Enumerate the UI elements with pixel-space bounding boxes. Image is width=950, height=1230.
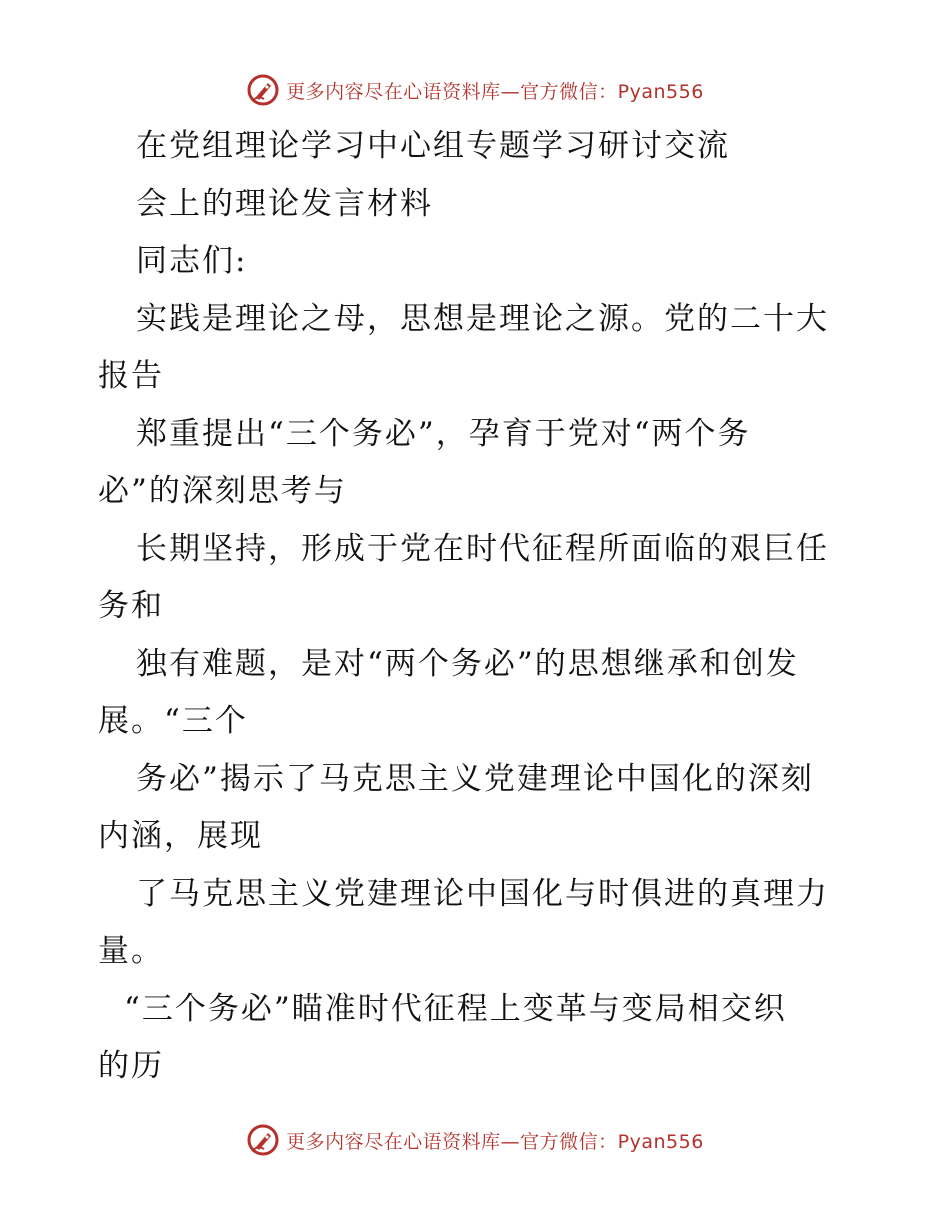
paragraph-line: 展。“三个 (98, 703, 248, 739)
paragraph-line: 报告 (98, 358, 164, 394)
paragraph-line: 内涵，展现 (98, 818, 263, 854)
paragraph-line: 长期坚持，形成于党在时代征程所面临的艰巨任 (136, 530, 829, 567)
paragraph-line: 的历 (98, 1048, 164, 1084)
paragraph-line: 独有难题，是对“两个务必”的思想继承和创发 (136, 645, 799, 682)
watermark-text: 更多内容尽在心语资料库—官方微信：Pyan556 (286, 80, 704, 103)
paragraph-line: 量。 (98, 933, 164, 969)
watermark-banner-bottom (0, 1120, 950, 1160)
watermark-text: 更多内容尽在心语资料库—官方微信：Pyan556 (286, 1130, 704, 1153)
title-line-2: 会上的理论发言材料 (136, 185, 433, 222)
watermark-banner-top (0, 70, 950, 110)
paragraph-line: 务必”揭示了马克思主义党建理论中国化的深刻 (136, 760, 814, 797)
paragraph-line: 必”的深刻思考与 (98, 473, 347, 509)
document-body (98, 118, 858, 1096)
paragraph-line: 实践是理论之母，思想是理论之源。党的二十大 (136, 300, 829, 337)
pen-nib-circle-icon (246, 1123, 280, 1157)
title-line-1: 在党组理论学习中心组专题学习研讨交流 (136, 128, 730, 164)
paragraph-line: 了马克思主义党建理论中国化与时俱进的真理力 (136, 875, 829, 912)
paragraph-line: 务和 (98, 588, 164, 624)
paragraph-line: “三个务必”瞄准时代征程上变革与变局相交织 (124, 990, 787, 1027)
salutation: 同志们: (136, 243, 248, 279)
paragraph-line: 郑重提出“三个务必”，孕育于党对“两个务 (136, 415, 751, 452)
pen-nib-circle-icon (246, 73, 280, 107)
